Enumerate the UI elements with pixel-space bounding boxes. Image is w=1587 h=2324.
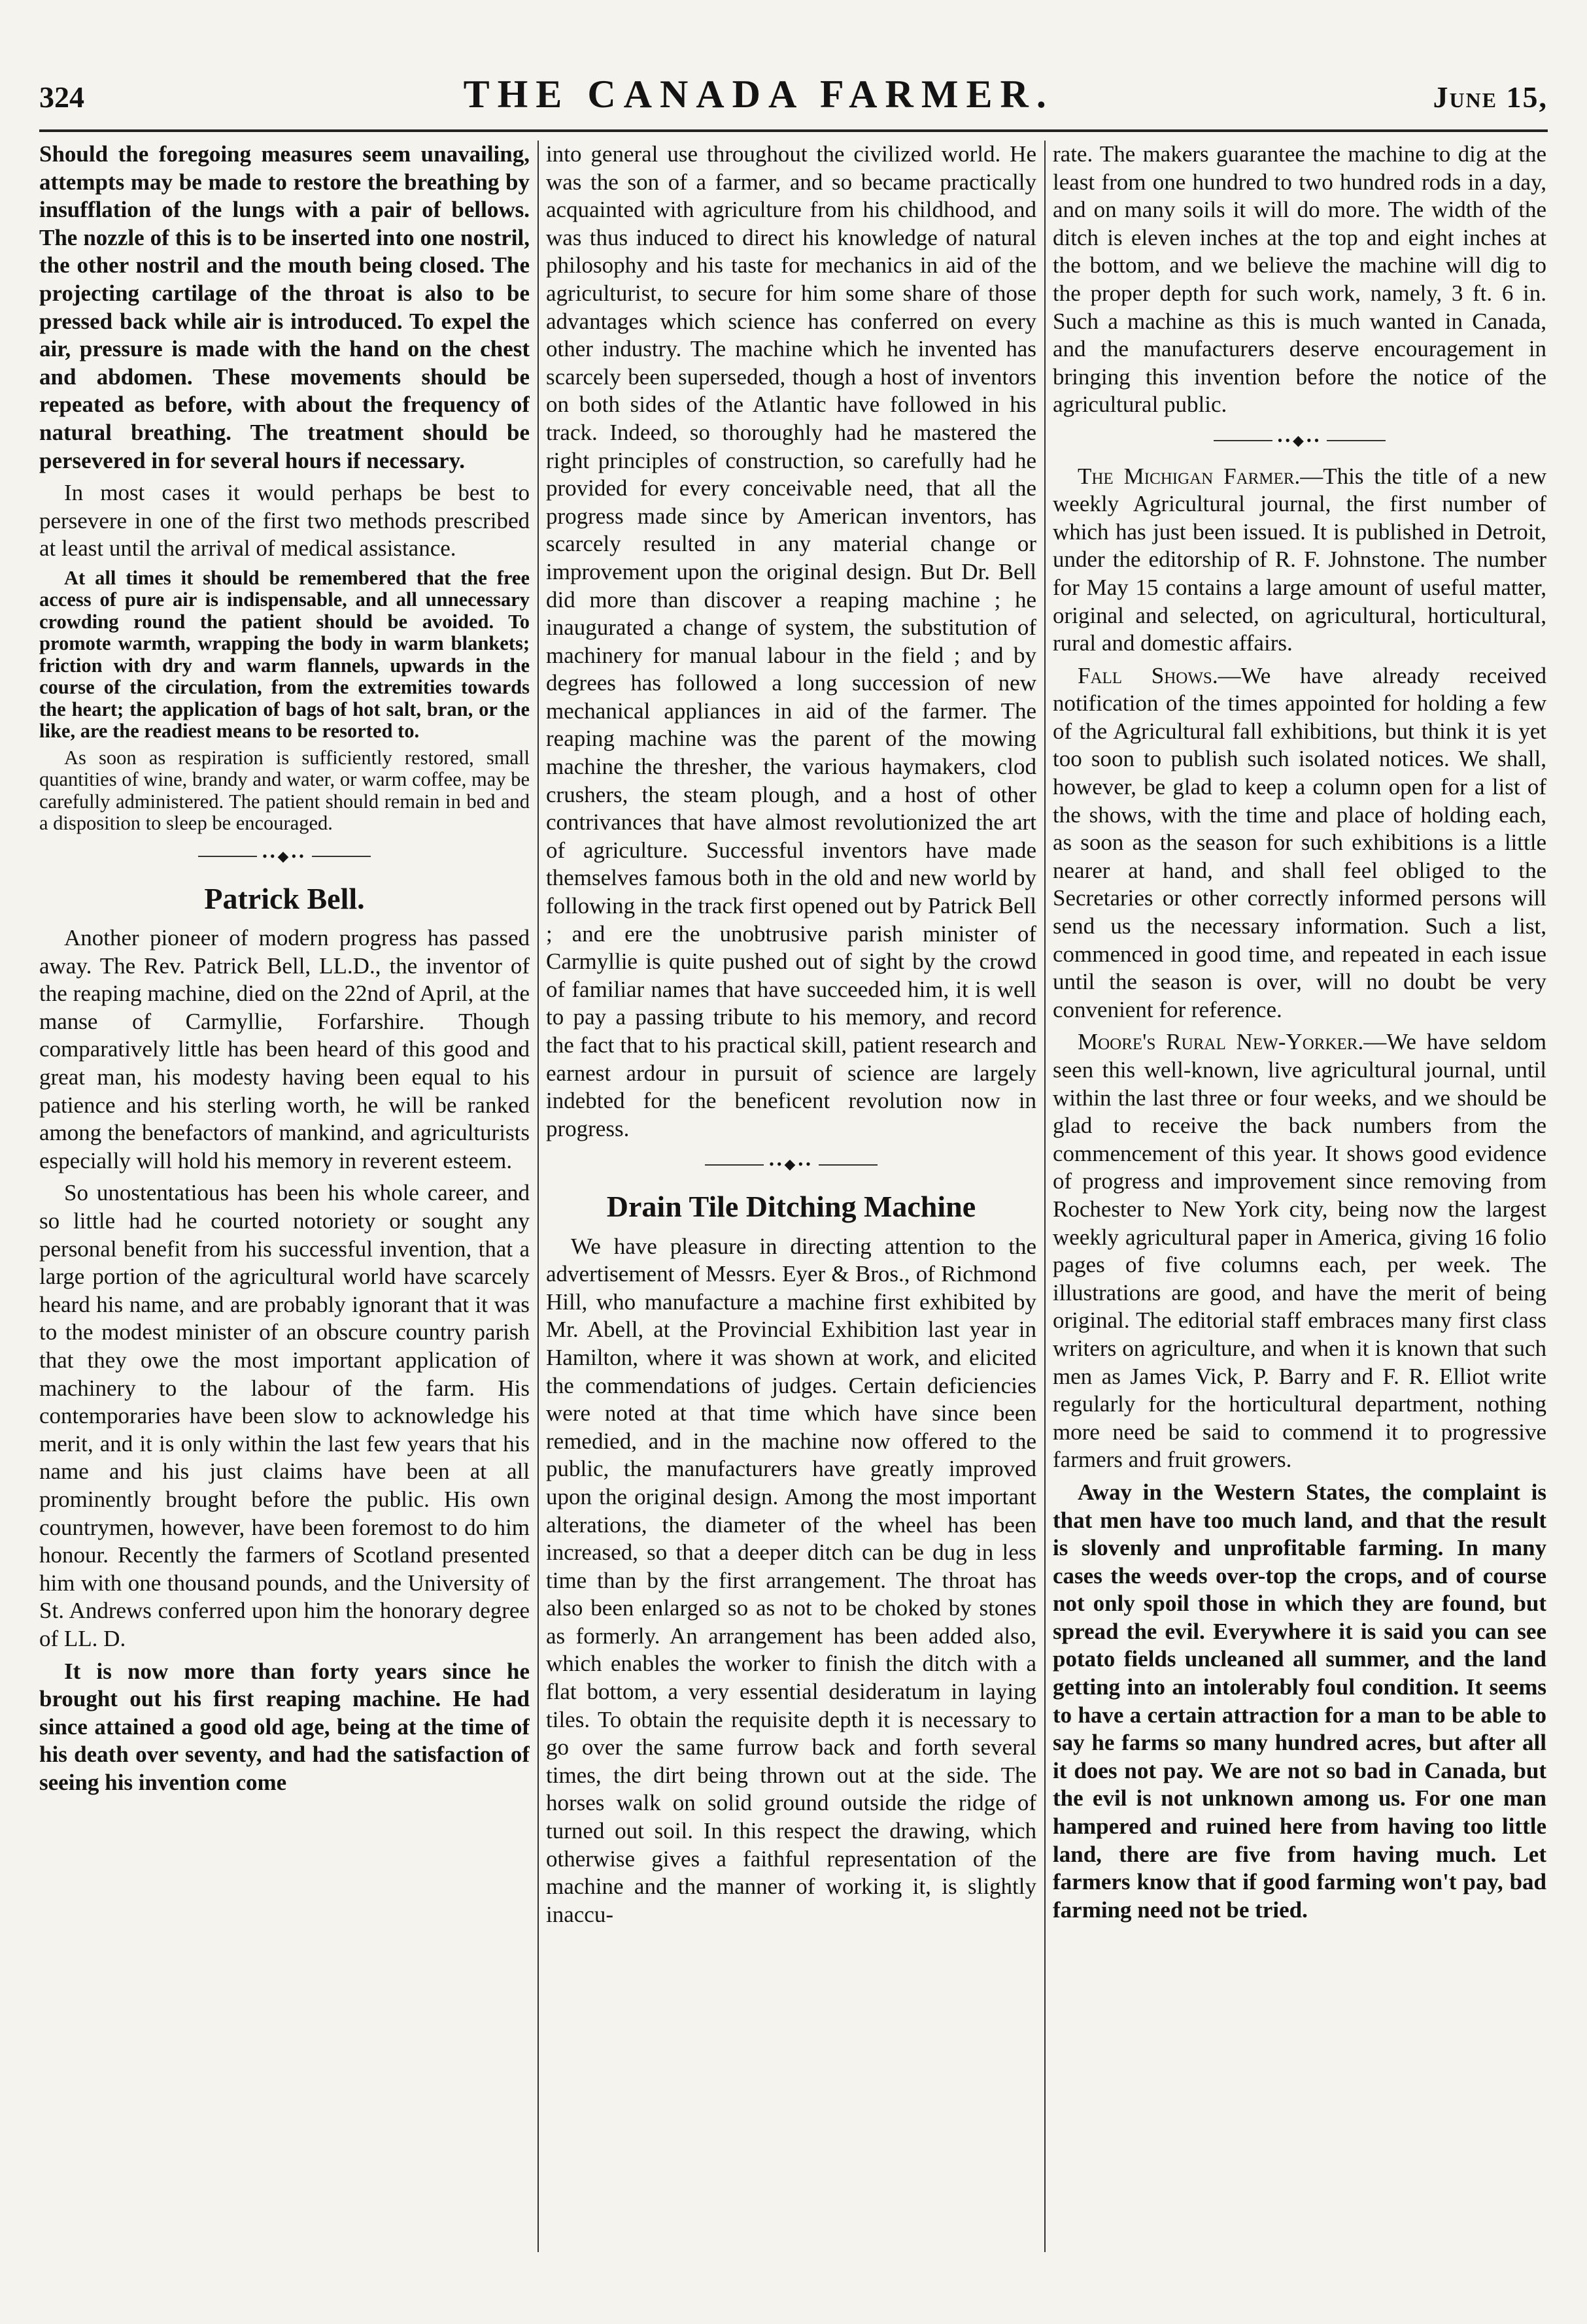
article-paragraph: So unostentatious has been his whole career, and so little had he courted notoriety or sought any personal benefit from his successful invention, that a large portion of the agricultural world have scarcely heard his name, and are probably ignorant that it was to the modest minister of an obscure country parish that they owe the most important application of machinery to the labour of the farm. His contemporaries have been slow to acknowledge his merit, and it is only within the last few years that his name and his just claims have been at all prominently brought before the public. His own countrymen, however, have been foremost to do him honour. Recently the farmers of Scotland presented him with one thousand pounds, and the University of St. Andrews conferred upon him the honorary degree of LL. D. <box>39 1180 530 1651</box>
news-item-lead: Fall Shows. <box>1078 662 1218 688</box>
issue-date: June 15, <box>1433 80 1548 114</box>
news-item <box>1053 662 1546 1024</box>
section-divider <box>546 1151 1036 1179</box>
article-paragraph: Another pioneer of modern progress has passed away. The Rev. Patrick Bell, LL.D., the inventor of the reaping machine, died on the 22nd of April, at the manse of Carmyllie, Forfarshire. Though comparatively little has been heard of this good and great man, his modesty having been equal to his patience and his sterling worth, he will be ranked among the benefactors of mankind, and agriculturists especially will hold his memory in reverent esteem. <box>39 925 530 1173</box>
ornament: ••◆•• <box>1277 431 1322 448</box>
news-item-lead: The Michigan Farmer. <box>1078 463 1301 489</box>
article-paragraph: into general use throughout the civilized world. He was the son of a farmer, and so became practically acquainted with agriculture from his childhood, and was thus induced to direct his knowledge of natural philosophy and his taste for mechanics in aid of the agriculturist, to secure for him some share of those advantages which science has conferred on every other industry. The machine which he invented has scarcely been superseded, though a host of inventors on both sides of the Atlantic have followed in his track. Indeed, so thoroughly had he mastered the right principles of construction, so carefully had he provided for every conceivable need, that all the progress made since by American inventors, has scarcely resulted in any material change or improvement upon the original design. But Dr. Bell did more than discover a reaping machine ; he inaugurated a change of system, the substitution of machinery for manual labour in the field ; and by degrees has followed a long succession of new mechanical appliances in aid of the farmer. The reaping machine was the parent of the mowing machine the thresher, the various haymakers, clod crushers, the steam plough, and a host of other contrivances that have almost revolutionized the art of agriculture. Successful inventors have made themselves famous both in the old and new world by following in the track first opened out by Patrick Bell ; and ere the unobtrusive parish minister of Carmyllie is quite pushed out of sight by the crowd of familiar names that have succeeded him, it is well to pay a passing tribute to his memory, and record the fact that to his practical skill, patient research and earnest ardour in pursuit of science are largely indebted for the beneficent revolution now in progress. <box>546 141 1036 1141</box>
page-number: 324 <box>39 80 84 114</box>
news-item-text: —This the title of a new weekly Agricultural journal, the first number of which has just been issued. It is published in Detroit, under the editorship of R. F. Johnstone. The number for May 15 contains a large amount of useful matter, original and selected, on agricultural, horticultural, rural and domestic affairs. <box>1053 463 1546 656</box>
article-heading: Drain Tile Ditching Machine <box>606 1189 976 1223</box>
news-item-text: —We have already received notification of the times appointed for holding a few of the Agricultural fall exhibitions, but think it is yet too soon to publish such isolated notices. We shall, however, be glad to keep a column open for a list of the shows, with the time and place of holding each, as soon as the season for such exhibitions is a little nearer at hand, and shall feel obliged to the Secretaries or other correctly informed persons will send us the necessary information. Such a list, commenced in good time, and repeated in each issue until the season is over, will no doubt be very convenient for reference. <box>1053 662 1546 1022</box>
page-header <box>39 72 1548 131</box>
column-2 <box>546 141 1036 2265</box>
ornament: ••◆•• <box>262 847 307 864</box>
section-divider <box>39 843 530 871</box>
news-item-lead: Moore's Rural New-Yorker. <box>1078 1029 1364 1055</box>
article-paragraph: Away in the Western States, the complaint is that men have too much land, and that the result is slovenly and unprofitable farming. In many cases the weeds over-top the crops, and of course not only spoil those in which they are found, but spread the evil. Everywhere it is said you can see potato fields uncleaned all summer, and the land getting into an intolerably foul condition. It seems to have a certain attraction for a man to be able to say he farms so many hundred acres, but after all it does not pay. We are not so bad in Canada, but the evil is not unknown among us. For one man hampered and ruined here from having too little land, there are five from having much. Let farmers know that if good farming won't pay, bad farming need not be tried. <box>1053 1479 1546 1923</box>
article-paragraph: In most cases it would perhaps be best to persevere in one of the first two methods prescribed at least until the arrival of medical assistance. <box>39 480 530 562</box>
news-item <box>1053 463 1546 658</box>
column-3 <box>1053 141 1546 2265</box>
article-paragraph: As soon as respiration is sufficiently restored, small quantities of wine, brandy and water, or warm coffee, may be carefully administered. The patient should remain in bed and a disposition to sleep be encouraged. <box>39 746 530 835</box>
header-rule <box>39 129 1548 132</box>
article-paragraph: We have pleasure in directing attention to the advertisement of Messrs. Eyer & Bros., of Richmond Hill, who manufacture a machine first exhibited by Mr. Abell, at the Provincial Exhibition last year in Hamilton, where it was shown at work, and elicited the commendations of judges. Certain deficiencies were noted at that time which have since been remedied, and in the machine now offered to the public, the manufacturers have greatly improved upon the original design. Among the most important alterations, the diameter of the wheel has been increased, so that a deeper ditch can be dug in less time than by the first arrangement. The throat has also been enlarged so as not to be choked by stones as formerly. An arrangement has been added also, which enables the worker to finish the ditch with a flat bottom, a very essential desideratum in laying tiles. To obtain the requisite depth it is necessary to go over the same furrow back and forth several times, the dirt being thrown out at the side. The horses walk on solid ground outside the ridge of turned out soil. In this respect the drawing, which otherwise gives a faithful representation of the machine and the manner of working it, is slightly inaccu- <box>546 1233 1036 1927</box>
ornament: ••◆•• <box>769 1156 813 1173</box>
news-item-text: —We have seldom seen this well-known, live agricultural journal, until within the last three or four weeks, and we should be glad to receive the back numbers from the commencement of this year. It shows good evidence of progress and improvement since removing from Rochester to New York city, being now the largest weekly agricultural paper in America, giving 16 folio pages of five columns each, per week. The illustrations are good, and have the merit of being original. The editorial staff embraces many first class writers on agriculture, and when it is known that such men as James Vick, P. Barry and F. R. Elliot write regularly for the horticultural department, nothing more need be said to commend it to progressive farmers and fruit growers. <box>1053 1029 1546 1473</box>
column-rule <box>538 141 539 2252</box>
news-item <box>1053 1028 1546 1474</box>
article-paragraph: At all times it should be remembered that the free access of pure air is indispensable, and all unnecessary crowding round the patient should be avoided. To promote warmth, wrapping the body in warm blankets; friction with dry and warm flannels, upwards in the course of the circulation, from the extremities towards the heart; the application of bags of hot salt, bran, or the like, are the readiest means to be resorted to. <box>39 566 530 743</box>
article-heading: Patrick Bell. <box>204 881 365 915</box>
article-paragraph: Should the foregoing measures seem unavailing, attempts may be made to restore the breathing by insufflation of the lungs with a pair of bellows. The nozzle of this is to be inserted into one nostril, the other nostril and the mouth being closed. The projecting cartilage of the throat is also to be pressed back while air is introduced. To expel the air, pressure is made with the hand on the chest and abdomen. These movements should be repeated as before, with about the frequency of natural breathing. The treatment should be persevered in for several hours if necessary. <box>39 141 530 473</box>
section-divider <box>1053 427 1546 455</box>
article-paragraph: rate. The makers guarantee the machine to dig at the least from one hundred to two hundred rods in a day, and on many soils it will do more. The width of the ditch is eleven inches at the top and eight inches at the bottom, and we believe the machine will dig to the proper depth for such work, namely, 3 ft. 6 in. Such a machine as this is much wanted in Canada, and the manufacturers deserve encouragement in bringing this invention before the notice of the agricultural public. <box>1053 141 1546 418</box>
column-1 <box>39 141 530 2265</box>
publication-title: THE CANADA FARMER. <box>463 73 1054 116</box>
article-paragraph: It is now more than forty years since he brought out his first reaping machine. He had since attained a good old age, being at the time of his death over seventy, and had the satisfaction of seeing his invention come <box>39 1658 530 1795</box>
column-rule <box>1044 141 1046 2252</box>
